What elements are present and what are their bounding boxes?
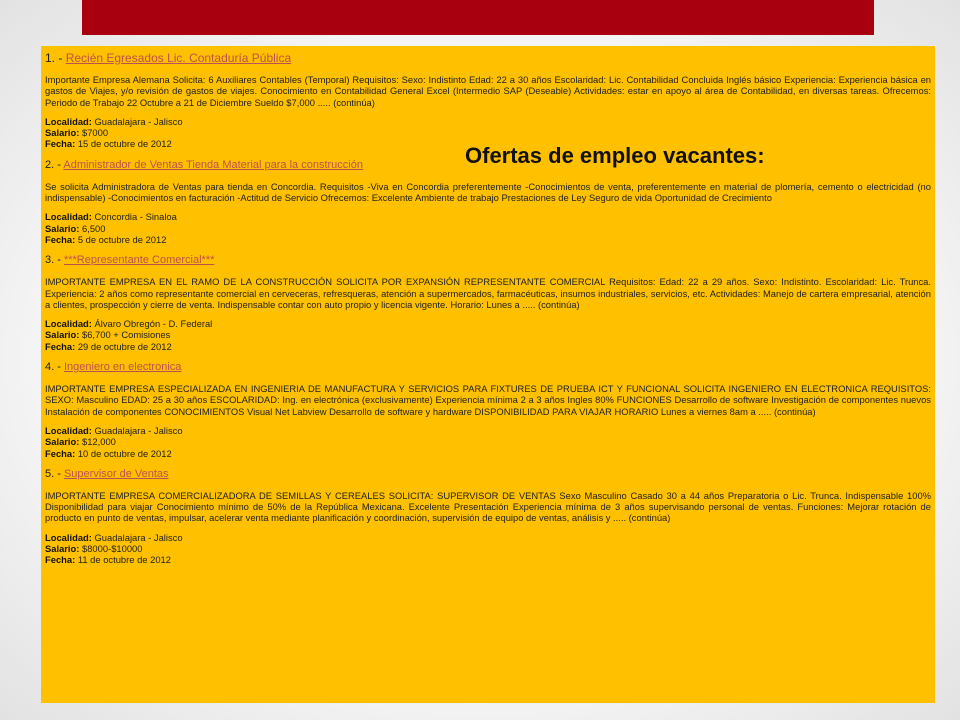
localidad-label: Localidad:	[45, 531, 92, 543]
job-title-link[interactable]: Ingeniero en electronica	[63, 361, 182, 374]
job-description: Se solicita Administradora de Ventas para tienda en Concordia. Requisitos -Viva en Concordia preferentemente -Conocimientos de venta, preferentemente en material de plomería, cemento o electricidad (no indispensable) -Conocimientos en facturación -Actitud de Servicio Ofrecemos: Excelente Ambiente de trabajo Prestaciones de Ley Seguro de vida Oportunidad de Crecimiento	[45, 180, 931, 204]
fecha-label: Fecha:	[45, 447, 76, 459]
job-description: IMPORTANTE EMPRESA ESPECIALIZADA EN INGENIERIA DE MANUFACTURA Y SERVICIOS PARA FIXTURES DE PRUEBA ICT Y FUNCIONAL SOLICITA INGENIERO EN ELECTRONICA REQUISITOS: SEXO: Masculino EDAD: 25 a 30 años ESCOLARIDAD: Ing. en electrónica (exclusivamente) Experiencia mínima 2 a 3 años Ingles 80% FUNCIONES Desarrollo de software Investigación de componentes nuevos Instalación de componentes CONOCIMIENTOS Visual Net Labview Desarrollo de software y hardware DISPONIBILIDAD PARA VIAJAR HORARIO Lunes a viernes 8am a ..... (continúa)	[45, 383, 931, 417]
localidad-value: Guadalajara - Jalisco	[94, 531, 183, 543]
job-meta	[45, 318, 931, 352]
job-title-link[interactable]: Supervisor de Ventas	[63, 467, 169, 480]
salario-value: $6,700 + Comisiones	[82, 329, 171, 341]
fecha-value: 15 de octubre de 2012	[77, 138, 172, 150]
localidad-value: Álvaro Obregón - D. Federal	[94, 318, 213, 330]
fecha-value: 29 de octubre de 2012	[77, 340, 172, 352]
job-number: 5. -	[45, 467, 61, 480]
job-number: 4. -	[45, 361, 61, 374]
job-meta	[45, 532, 931, 566]
salario-value: $12,000	[82, 436, 116, 448]
job-listing-5	[45, 468, 931, 566]
job-title-link[interactable]: Administrador de Ventas Tienda Material para la construcción	[63, 158, 363, 171]
fecha-value: 11 de octubre de 2012	[77, 554, 171, 566]
job-title-link[interactable]: ***Representante Comercial***	[63, 254, 215, 267]
job-heading	[45, 468, 931, 481]
job-heading	[45, 361, 931, 374]
job-title-link[interactable]: Recién Egresados Lic. Contaduría Pública	[65, 51, 292, 65]
salario-label: Salario:	[45, 222, 80, 234]
page-title: Ofertas de empleo vacantes:	[465, 143, 765, 168]
salario-label: Salario:	[45, 543, 80, 555]
job-listing-2	[45, 159, 931, 245]
localidad-label: Localidad:	[45, 211, 92, 223]
job-heading	[45, 52, 931, 65]
salario-label: Salario:	[45, 436, 80, 448]
salario-label: Salario:	[45, 329, 80, 341]
job-meta	[45, 211, 931, 245]
job-listing-3	[45, 254, 931, 352]
job-meta	[45, 425, 931, 459]
job-number: 2. -	[45, 158, 61, 171]
salario-label: Salario:	[45, 127, 80, 139]
job-number: 1. -	[45, 51, 63, 65]
fecha-label: Fecha:	[45, 233, 76, 245]
fecha-label: Fecha:	[45, 554, 76, 566]
job-number: 3. -	[45, 254, 61, 267]
localidad-value: Guadalajara - Jalisco	[94, 115, 183, 127]
fecha-label: Fecha:	[45, 138, 76, 150]
job-listing-4	[45, 361, 931, 459]
fecha-value: 10 de octubre de 2012	[77, 447, 172, 459]
fecha-value: 5 de octubre de 2012	[77, 233, 167, 245]
job-listing-1	[45, 52, 931, 150]
job-description: IMPORTANTE EMPRESA EN EL RAMO DE LA CONSTRUCCIÓN SOLICITA POR EXPANSIÓN REPRESENTANTE COMERCIAL Requisitos: Edad: 22 a 29 años. Sexo: Indistinto. Escolaridad: Lic. Trunca. Experiencia: 2 años como representante comercial en cerveceras, refresqueras, atención a supermercados, farmacéuticas, insumos industriales, servicios, etc. Actividades: Manejo de cartera empresarial, atención a clientes, prospección y cierre de venta. Indispensable contar con auto propio y licencia vigente. Horario: Lunes a ..... (continúa)	[45, 276, 931, 310]
salario-value: $8000-$10000	[82, 543, 143, 555]
job-description: IMPORTANTE EMPRESA COMERCIALIZADORA DE SEMILLAS Y CEREALES SOLICITA: SUPERVISOR DE VENTAS Sexo Masculino Casado 30 a 44 años Preparatoria o Lic. Trunca. Indispensable 100% Disponibilidad para viajar Conocimiento mínimo de 50% de la República Mexicana. Excelente Presentación Experiencia mínima de 3 años supervisando personal de ventas. Funciones: Mejorar rotación de producto en punto de ventas, impulsar, acelerar venta mediante planificación y coordinación, supervisión de equipo de ventas, análisis y ..... (continúa)	[45, 489, 931, 524]
localidad-label: Localidad:	[45, 318, 92, 330]
localidad-value: Guadalajara - Jalisco	[94, 424, 183, 436]
job-description: Importante Empresa Alemana Solicita: 6 Auxiliares Contables (Temporal) Requisitos: Sexo: Indistinto Edad: 22 a 30 años Escolaridad: Lic. Contabilidad Concluida Inglés básico Experiencia: Experiencia básica en gastos de Viajes, y/o revisión de gastos de viajes. Conocimiento en Contabilidad General Excel (Intermedio SAP (Deseable) Actividades: estar en apoyo al área de Contabilidad, en diversas tareas. Ofrecemos: Periodo de Trabajo 22 Octubre a 21 de Diciembre Sueldo $7,000 ..... (continúa)	[45, 74, 931, 108]
top-banner	[82, 0, 874, 35]
fecha-label: Fecha:	[45, 340, 76, 352]
localidad-label: Localidad:	[45, 115, 92, 127]
salario-value: 6,500	[82, 222, 106, 234]
salario-value: $7000	[82, 127, 109, 139]
localidad-label: Localidad:	[45, 424, 92, 436]
localidad-value: Concordia - Sinaloa	[94, 211, 177, 223]
job-heading	[45, 254, 931, 267]
